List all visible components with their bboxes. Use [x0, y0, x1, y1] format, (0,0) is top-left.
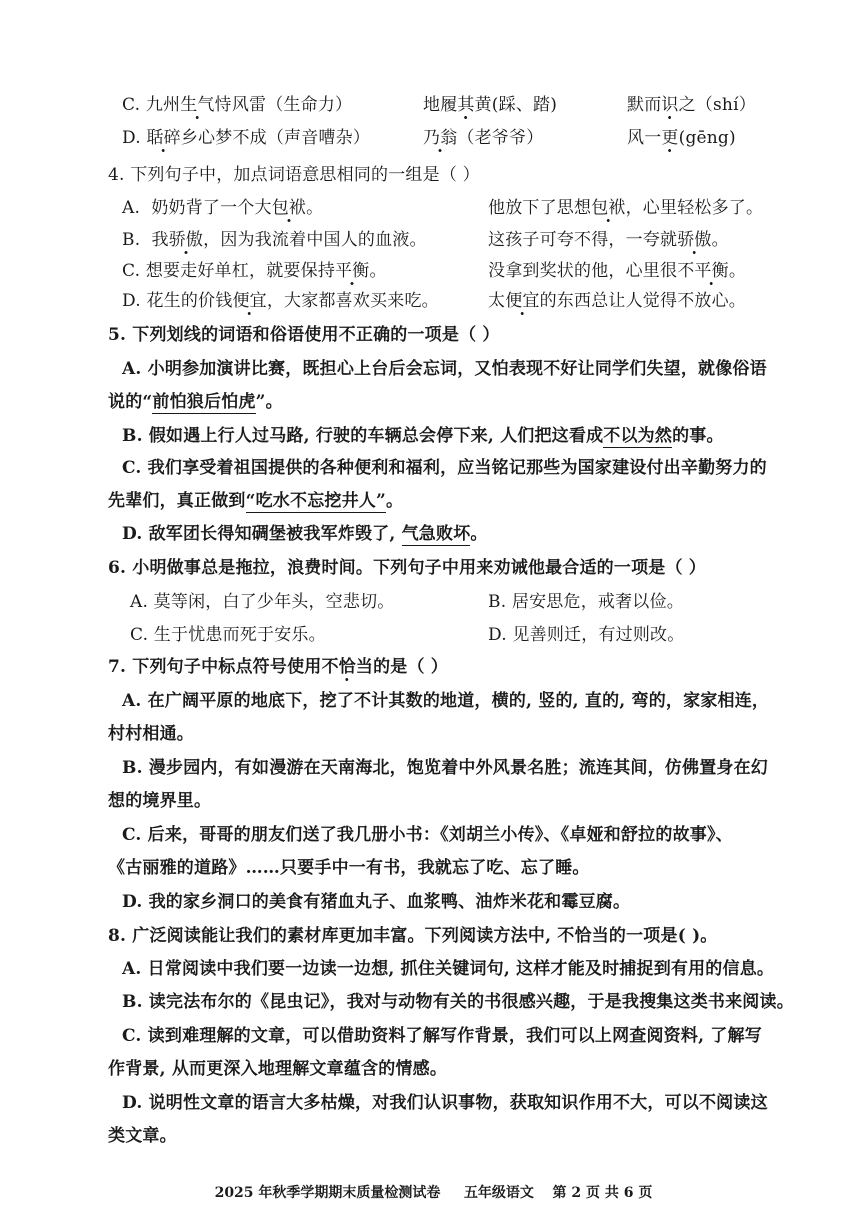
- q7-c-line1: C. 后来，哥哥的朋友们送了我几册小书：《刘胡兰小传》、《卓娅和舒拉的故事》、: [122, 825, 733, 845]
- q4-d-dotted-2: 便宜: [505, 291, 539, 317]
- q4-b-p2: ，因为我流着中国人的血液。: [203, 230, 427, 250]
- q7-stem: [108, 655, 448, 679]
- q6-option-c: C. 生于忧患而死于安乐。: [130, 625, 326, 645]
- q5-b-line: [122, 424, 724, 448]
- q4-c-p2: 。: [369, 261, 387, 281]
- q6-option-a: A. 莫等闲，白了少年头，空悲切。: [130, 592, 395, 612]
- q4-a-dotted-1: 包袱: [272, 198, 306, 224]
- q3-d-letter: D.: [122, 128, 141, 148]
- q3-option-d: [122, 126, 370, 150]
- q7-stem-prefix: 7. 下列句子中标点符号使用: [108, 657, 322, 677]
- footer-page-number: 第 2 页 共 6 页: [552, 1185, 653, 1201]
- q5-c2-suffix: 。: [385, 491, 404, 511]
- q4-d-q1: 太: [488, 291, 506, 311]
- page-footer: [0, 1182, 867, 1202]
- q6-option-b: B. 居安思危，戒奢以俭。: [488, 592, 684, 612]
- q5-a-underlined: 前怕狼后怕虎: [152, 392, 256, 412]
- q7-stem-suffix: 的是（ ）: [373, 657, 448, 677]
- q5-d-suffix: 。: [470, 524, 488, 544]
- q4-option-d: [122, 289, 439, 313]
- q8-c-line1: C. 读到难理解的文章，可以借助资料了解写作背景，我们可以上网查阅资料, 了解写: [122, 1026, 762, 1046]
- q3-c-b1: 地履: [423, 95, 458, 115]
- q4-b-letter: B.: [122, 230, 141, 250]
- q4-option-c: [122, 259, 387, 283]
- q7-b-line1: B. 漫步园内，有如漫游在天南海北，饱览着中外风景名胜；流连其间，仿佛置身在幻: [122, 758, 769, 778]
- q4-option-a-right: [488, 196, 763, 220]
- q4-option-a: [122, 196, 323, 220]
- q4-stem: 4. 下列句子中，加点词语意思相同的一组是（ ）: [108, 165, 480, 185]
- q4-a-q1: 他放下了思想: [488, 198, 592, 218]
- q3-d-c2-dotted: 更: [661, 128, 678, 154]
- q4-c-dotted-1: 平衡: [335, 261, 369, 287]
- q4-b-dotted-1: 骄傲: [169, 230, 203, 256]
- q7-c-line2: 《古丽雅的道路》……只要手中一有书，我就忘了吃、忘了睡。: [108, 858, 590, 878]
- q5-stem: 5. 下列划线的词语和俗语使用不正确的一项是（ ）: [108, 325, 500, 345]
- q4-c-q1: 没拿到奖状的他，心里很不: [488, 261, 695, 281]
- q5-d-line: [122, 522, 488, 546]
- q4-a-p2: 。: [306, 198, 324, 218]
- q4-c-letter: C.: [122, 261, 141, 281]
- q3-d-dotted-word: 聒碎: [146, 128, 180, 154]
- q4-b-p1: 我: [151, 230, 169, 250]
- q5-a2-prefix: 说的“: [108, 392, 153, 412]
- q8-d-line2: 类文章。: [108, 1126, 177, 1146]
- q4-a-letter: A.: [122, 198, 141, 218]
- q5-a2-suffix: ”。: [255, 392, 283, 412]
- q3-option-d-mid: [423, 126, 543, 150]
- q3-d-c3: (gēng): [678, 128, 736, 148]
- q3-d-b1-dotted: 乃翁: [423, 128, 457, 154]
- q8-option-b: B. 读完法布尔的《昆虫记》，我对与动物有关的书很感兴趣，于是我搜集这类书来阅读。: [122, 992, 794, 1012]
- q7-stem-dotted: 不恰当: [321, 657, 373, 683]
- q4-a-p1: 奶奶背了一个大: [151, 198, 272, 218]
- q4-d-p1: 花生的价钱: [146, 291, 233, 311]
- q4-a-dotted-2: 包袱: [591, 198, 625, 224]
- q6-option-d: D. 见善则迁，有过则改。: [488, 625, 685, 645]
- q5-a-line2: [108, 390, 283, 414]
- q3-c-dotted-word: 生气: [180, 95, 214, 121]
- q4-d-q2: 的东西总让人觉得不放心。: [539, 291, 747, 311]
- q4-d-p2: ，大家都喜欢买来吃。: [266, 291, 439, 311]
- q5-c2-prefix: 先辈们，真正做到: [108, 491, 246, 511]
- q5-d-underlined: 气急败坏: [401, 524, 471, 544]
- q4-option-b-right: [488, 228, 729, 252]
- q4-d-letter: D.: [122, 291, 141, 311]
- q8-option-a: A. 日常阅读中我们要一边读一边想, 抓住关键词句, 这样才能及时捕捉到有用的信息。: [122, 959, 775, 979]
- q4-b-q2: 。: [711, 230, 729, 250]
- q8-c-line2: 作背景, 从而更深入地理解文章蕴含的情感。: [108, 1059, 448, 1079]
- q3-c-a3: 恃风雷（生命力）: [214, 95, 353, 115]
- q4-d-dotted-1: 便宜: [232, 291, 266, 317]
- q5-c-underlined: “吃水不忘挖井人”: [245, 491, 386, 511]
- q3-c-b2-dotted: 其: [457, 95, 474, 121]
- q5-b-prefix: B. 假如遇上行人过马路, 行驶的车辆总会停下来, 人们把这看成: [122, 426, 604, 446]
- q4-a-q2: ，心里轻松多了。: [625, 198, 764, 218]
- q3-c-c3: 之（shí）: [678, 95, 756, 115]
- q3-d-a2: 乡心梦不成（声音嘈杂）: [180, 128, 371, 148]
- q7-b-line2: 想的境界里。: [108, 791, 212, 811]
- q4-c-dotted-2: 平衡: [694, 261, 728, 287]
- q3-c-c2-dotted: 识: [661, 95, 678, 121]
- q4-option-d-right: [488, 289, 746, 313]
- q3-c-c1: 默而: [627, 95, 662, 115]
- q5-d-prefix: D. 敌军团长得知碉堡被我军炸毁了,: [122, 524, 402, 544]
- q7-a-line1: A. 在广阔平原的地底下，挖了不计其数的地道，横的, 竖的, 直的, 弯的，家家相连，: [122, 691, 770, 711]
- q8-stem: 8. 广泛阅读能让我们的素材库更加丰富。下列阅读方法中, 不恰当的一项是( )。: [108, 926, 718, 946]
- q7-a-line2: 村村相通。: [108, 724, 194, 744]
- q5-b-underlined: 不以为然: [603, 426, 673, 446]
- footer-exam-title: 2025 年秋季学期期末质量检测试卷: [214, 1185, 441, 1201]
- q6-stem: 6. 小明做事总是拖拉，浪费时间。下列句子中用来劝诫他最合适的一项是（ ）: [108, 558, 706, 578]
- q4-c-p1: 想要走好单杠，就要保持: [145, 261, 336, 281]
- q3-c-a1: 九州: [145, 95, 181, 115]
- q4-option-c-right: [488, 259, 746, 283]
- q5-c-line1: C. 我们享受着祖国提供的各种便利和福利，应当铭记那些为国家建设付出辛勤努力的: [122, 458, 767, 478]
- q8-d-line1: D. 说明性文章的语言大多枯燥，对我们认识事物，获取知识作用不大，可以不阅读这: [122, 1093, 768, 1113]
- q3-d-b2: （老爷爷）: [457, 128, 544, 148]
- q4-b-dotted-2: 骄傲: [677, 230, 711, 256]
- q5-b-suffix: 的事。: [672, 426, 724, 446]
- q3-option-c: [122, 93, 352, 117]
- footer-subject: 五年级语文: [463, 1185, 534, 1201]
- q5-c-line2: [108, 489, 403, 513]
- q4-c-q2: 。: [728, 261, 747, 281]
- q7-d-line: D. 我的家乡洞口的美食有猪血丸子、血浆鸭、油炸米花和霉豆腐。: [122, 892, 631, 912]
- q3-option-c-right: [627, 93, 756, 117]
- q3-d-c1: 风一: [627, 128, 662, 148]
- q5-a-line1: A. 小明参加演讲比赛，既担心上台后会忘词，又怕表现不好让同学们失望，就像俗语: [122, 359, 767, 379]
- q3-option-c-mid: [423, 93, 557, 117]
- q3-c-letter: C.: [122, 95, 141, 115]
- q4-b-q1: 这孩子可夸不得，一夸就: [488, 230, 678, 250]
- q3-c-b3: 黄(踩、踏): [474, 95, 558, 115]
- q3-option-d-right: [627, 126, 736, 150]
- q4-option-b: [122, 228, 427, 252]
